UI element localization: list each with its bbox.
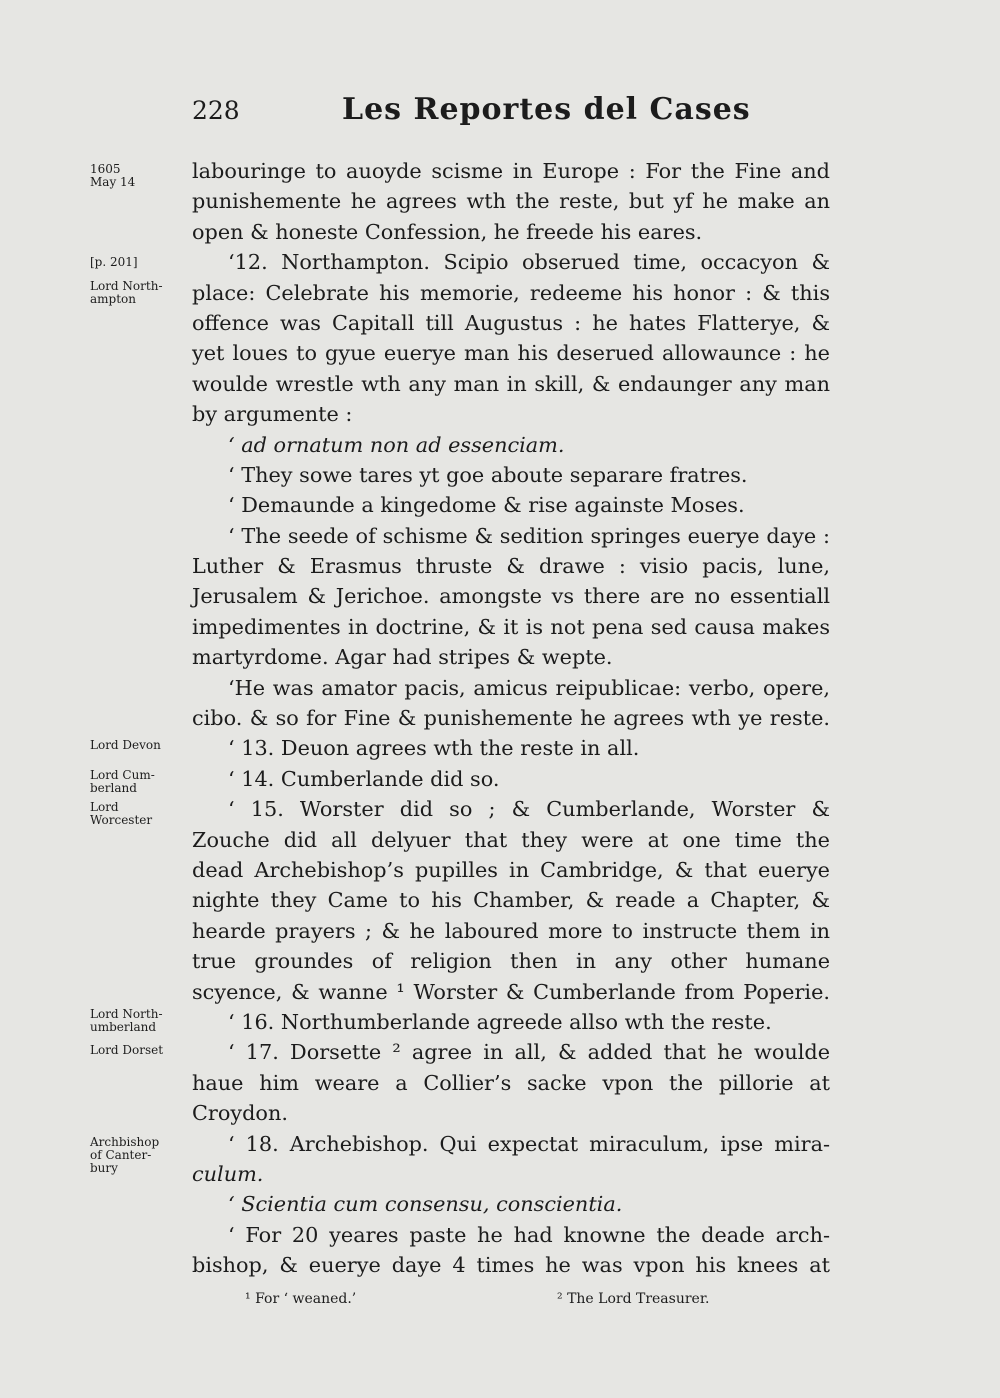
margin-note-canterbury (90, 1136, 185, 1175)
margin-note-line: bury (90, 1161, 118, 1175)
footnote-2: ² The Lord Treasurer. (557, 1291, 710, 1307)
margin-note-dorset (90, 1044, 185, 1057)
text-line: ‘ 14. Cumberlande did so. (228, 766, 500, 791)
margin-note-line: Lord Devon (90, 738, 161, 752)
body-text (192, 156, 830, 1280)
margin-note-line: [p. 201] (90, 255, 138, 269)
margin-note-northampton (90, 280, 185, 306)
margin-note-line: Worcester (90, 813, 153, 827)
margin-note-line: Lord (90, 800, 119, 814)
text-line: ‘ They sowe tares yt goe aboute separare fratres. (228, 462, 748, 487)
running-title: Les Reportes del Cases (342, 92, 751, 127)
margin-note-line: Lord North- (90, 279, 163, 293)
text-line: ‘ Demaunde a kingedome & rise againste Moses. (228, 493, 745, 518)
margin-note-line: Lord North- (90, 1007, 163, 1021)
text-line: ‘ 17. Dorsette ² agree in all, & added that he woulde (228, 1040, 830, 1065)
text-line: punishemente he agrees wth the reste, but yf he make an (192, 189, 830, 214)
text-line: haue him weare a Collier’s sacke vpon the pillorie at (192, 1070, 830, 1095)
text-line: true groundes of religion then in any other humane (192, 949, 830, 974)
margin-note-line: May 14 (90, 175, 136, 189)
text-line: by argumente : (192, 402, 353, 427)
margin-note-line: umberland (90, 1020, 157, 1034)
footnote-1: ¹ For ‘ weaned.’ (245, 1291, 357, 1307)
margin-note-line: ampton (90, 292, 136, 306)
text-line: hearde prayers ; & he laboured more to instructe them in (192, 918, 830, 943)
margin-note-date (90, 163, 185, 189)
text-line: impedimentes in doctrine, & it is not pena sed causa makes (192, 614, 830, 639)
text-line: ‘ 15. Worster did so ; & Cumberlande, Worster & (228, 797, 830, 822)
text-line: woulde wrestle wth any man in skill, & endaunger any man (192, 371, 830, 396)
text-line: culum. (192, 1161, 264, 1186)
text-line: labouringe to auoyde scisme in Europe : For the Fine and (192, 159, 830, 183)
text-line: ‘ For 20 yeares paste he had knowne the deade arch- (228, 1222, 830, 1247)
text-line: Luther & Erasmus thruste & drawe : visio pacis, lune, (192, 554, 830, 579)
margin-note-line: Archbishop (90, 1135, 160, 1149)
margin-note-northumberland (90, 1008, 185, 1034)
text-line: ‘ 16. Northumberlande agreede allso wth the reste. (228, 1009, 772, 1034)
text-line: offence was Capitall till Augustus : he hates Flatterye, & (192, 310, 830, 335)
margin-note-page-ref (90, 256, 185, 269)
text-line: Zouche did all delyuer that they were at one time the (192, 827, 830, 852)
page-header (192, 92, 832, 140)
text-line: bishop, & euerye daye 4 times he was vpon his knees at (192, 1253, 830, 1278)
text-line: Jerusalem & Jerichoe. amongste vs there are no essentiall (192, 584, 830, 609)
page-number: 228 (192, 96, 240, 125)
text-line: ‘12. Northampton. Scipio obserued time, occacyon & (228, 250, 830, 275)
text-line: yet loues to gyue euerye man his deserued allowaunce : he (192, 341, 830, 366)
text-line: open & honeste Confession, he freede his eares. (192, 219, 703, 244)
text-line: ‘ 18. Archebishop. Qui expectat miraculum, ipse mira- (228, 1131, 830, 1156)
text-line: cibo. & so for Fine & punishemente he agrees wth ye reste. (192, 706, 830, 731)
text-line: ‘ The seede of schisme & sedition springes euerye daye : (228, 523, 830, 548)
margin-note-devon (90, 739, 185, 752)
text-line: place: Celebrate his memorie, redeeme his honor : & this (192, 280, 830, 305)
margin-note-line: Lord Cum- (90, 768, 155, 782)
text-line: martyrdome. Agar had stripes & wepte. (192, 645, 613, 670)
margin-note-line: Lord Dorset (90, 1043, 164, 1057)
text-line: ‘He was amator pacis, amicus reipublicae: verbo, opere, (228, 675, 830, 700)
text-line: ‘ Scientia cum consensu, conscientia. (228, 1192, 623, 1217)
text-line: nighte they Came to his Chamber, & reade a Chapter, & (192, 888, 830, 913)
margin-note-line: of Canter- (90, 1148, 152, 1162)
text-line: ‘ ad ornatum non ad essenciam. (228, 432, 565, 457)
margin-note-line: berland (90, 781, 137, 795)
text-line: dead Archebishop’s pupilles in Cambridge, & that euerye (192, 857, 830, 882)
text-line: ‘ 13. Deuon agrees wth the reste in all. (228, 736, 640, 761)
margin-note-cumberland (90, 769, 185, 795)
text-line: Croydon. (192, 1101, 288, 1126)
margin-note-worcester (90, 801, 185, 827)
margin-note-line: 1605 (90, 162, 121, 176)
text-line: scyence, & wanne ¹ Worster & Cumberlande from Poperie. (192, 979, 830, 1004)
